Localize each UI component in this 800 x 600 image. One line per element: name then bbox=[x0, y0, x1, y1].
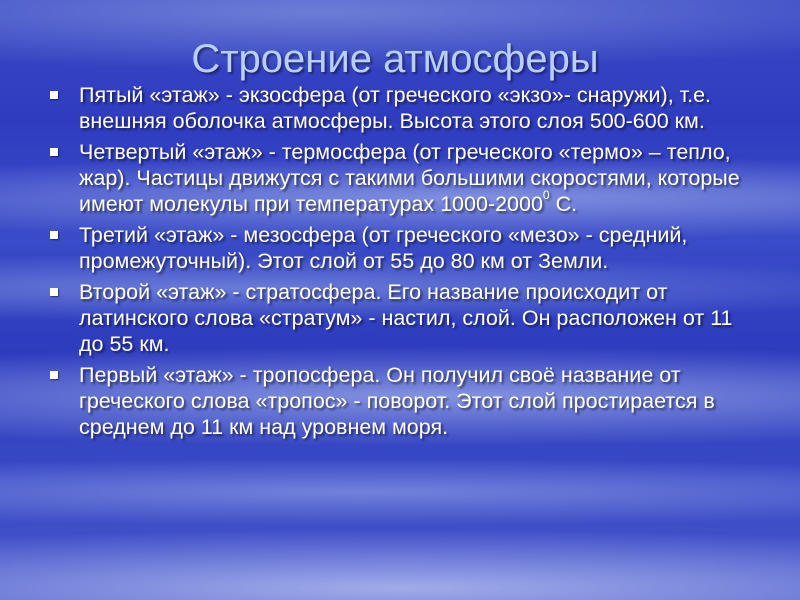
degree-superscript: 0 bbox=[542, 188, 550, 202]
bullet-text: Второй «этаж» - стратосфера. Его название происходит от латинского слова «стратум» - настил, слой. Он расположен от 11 до 55 км. bbox=[79, 280, 733, 356]
bullet-text: Пятый «этаж» - экзосфера (от греческого «экзо»- снаружи), т.е. внешняя оболочка атмосферы. Высота этого слоя 500-600 км. bbox=[79, 83, 712, 133]
slide-title: Строение атмосферы bbox=[191, 36, 599, 81]
bullet-text: Первый «этаж» - тропосфера. Он получил своё название от греческого слова «тропос» - поворот. Этот слой простирается в среднем до 11 км над уровнем моря. bbox=[79, 363, 715, 439]
bullet-text-suffix: С. bbox=[549, 192, 578, 216]
bullet-list bbox=[46, 82, 746, 445]
bullet-text: Четвертый «этаж» - термосфера (от греческого «термо» – тепло, жар). Частицы движутся с такими большими скоростями, которые имеют молекулы при температурах 1000-2000 bbox=[79, 140, 740, 216]
bullet-text: Третий «этаж» - мезосфера (от греческого «мезо» - средний, промежуточный). Этот слой от 55 до 80 км от Земли. bbox=[79, 223, 688, 273]
bullet-item-troposphere bbox=[46, 362, 746, 440]
bullet-item-mesosphere bbox=[46, 222, 746, 274]
bullet-item-exosphere bbox=[46, 82, 746, 134]
square-bullet-icon bbox=[50, 288, 58, 296]
square-bullet-icon bbox=[50, 371, 58, 379]
square-bullet-icon bbox=[50, 231, 58, 239]
bullet-item-thermosphere bbox=[46, 139, 746, 217]
bullet-item-stratosphere bbox=[46, 279, 746, 357]
square-bullet-icon bbox=[50, 148, 58, 156]
square-bullet-icon bbox=[50, 91, 58, 99]
